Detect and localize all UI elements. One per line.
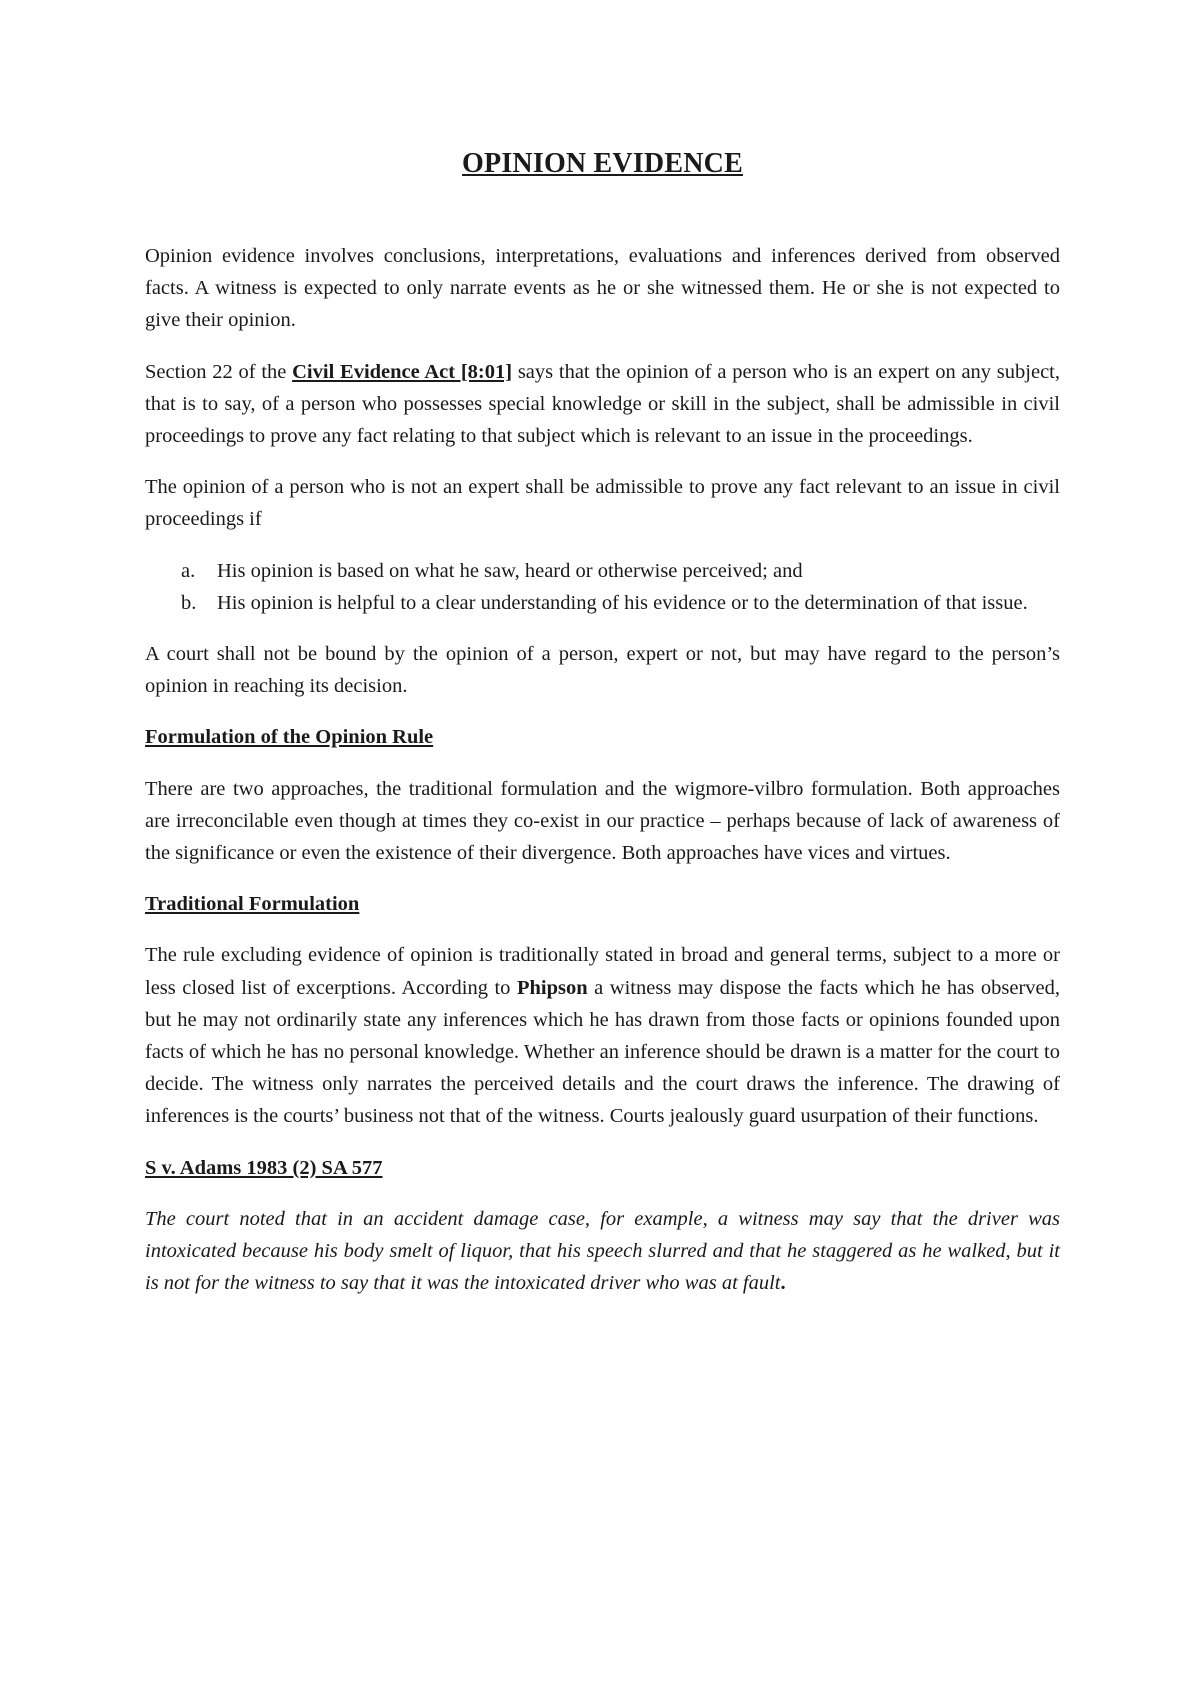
list-item	[145, 555, 1060, 587]
list-item-text: His opinion is helpful to a clear understanding of his evidence or to the determination of that issue.	[217, 591, 1028, 614]
approaches-paragraph: There are two approaches, the traditional formulation and the wigmore-vilbro formulation. Both approaches are irreconcilable even though at times they co-exist in our practice – perhaps because of lack of awareness of the significance or even the existence of their divergence. Both approaches have vices and virtues.	[145, 777, 1060, 865]
non-expert-paragraph: The opinion of a person who is not an expert shall be admissible to prove any fact relevant to an issue in civil proceedings if	[145, 476, 1060, 531]
case-quote-end: .	[780, 1272, 786, 1295]
traditional-formulation-heading: Traditional Formulation	[145, 893, 360, 916]
list-marker: a.	[181, 559, 196, 582]
list-item	[145, 587, 1060, 619]
formulation-heading: Formulation of the Opinion Rule	[145, 726, 434, 749]
list-item-text: His opinion is based on what he saw, heard or otherwise perceived; and	[217, 559, 803, 582]
document-page	[145, 140, 1060, 1318]
phipson-reference: Phipson	[516, 976, 588, 999]
civil-evidence-act-reference: Civil Evidence Act [8:01]	[292, 360, 513, 383]
section22-lead: Section 22 of the	[145, 360, 293, 383]
list-marker: b.	[181, 591, 197, 614]
traditional-lead: The rule excluding evidence of opinion is traditionally stated in broad and general terms, subject to a more or less closed list of excerptions. According to	[145, 944, 1060, 999]
case-quote	[145, 1203, 1060, 1300]
case-quote-text: The court noted that in an accident damage case, for example, a witness may say that the driver was intoxicated because his body smelt of liquor, that his speech slurred and that he staggered as he walked, but it is not for the witness to say that it was the intoxicated driver who was at fault	[145, 1207, 1060, 1295]
traditional-paragraph	[145, 939, 1060, 1132]
case-heading: S v. Adams 1983 (2) SA 577	[145, 1156, 383, 1179]
section22-body: says that the opinion of a person who is an expert on any subject, that is to say, of a person who possesses special knowledge or skill in the subject, shall be admissible in civil proceedings to prove any fact relating to that subject which is relevant to an issue in the proceedings.	[145, 360, 1060, 448]
traditional-body: a witness may dispose the facts which he has observed, but he may not ordinarily state any inferences which he has drawn from those facts or opinions founded upon facts of which he has no personal knowledge. Whether an inference should be drawn is a matter for the court to decide. The witness only narrates the perceived details and the court draws the inference. The drawing of inferences is the courts’ business not that of the witness. Courts jealously guard usurpation of their functions.	[145, 976, 1061, 1128]
court-not-bound-paragraph: A court shall not be bound by the opinion of a person, expert or not, but may have regard to the person’s opinion in reaching its decision.	[145, 643, 1060, 698]
section22-paragraph	[145, 356, 1060, 453]
page-title: OPINION EVIDENCE	[462, 148, 743, 179]
conditions-list	[145, 555, 1060, 619]
intro-paragraph: Opinion evidence involves conclusions, interpretations, evaluations and inferences derived from observed facts. A witness is expected to only narrate events as he or she witnessed them. He or she is not expected to give their opinion.	[145, 245, 1060, 332]
